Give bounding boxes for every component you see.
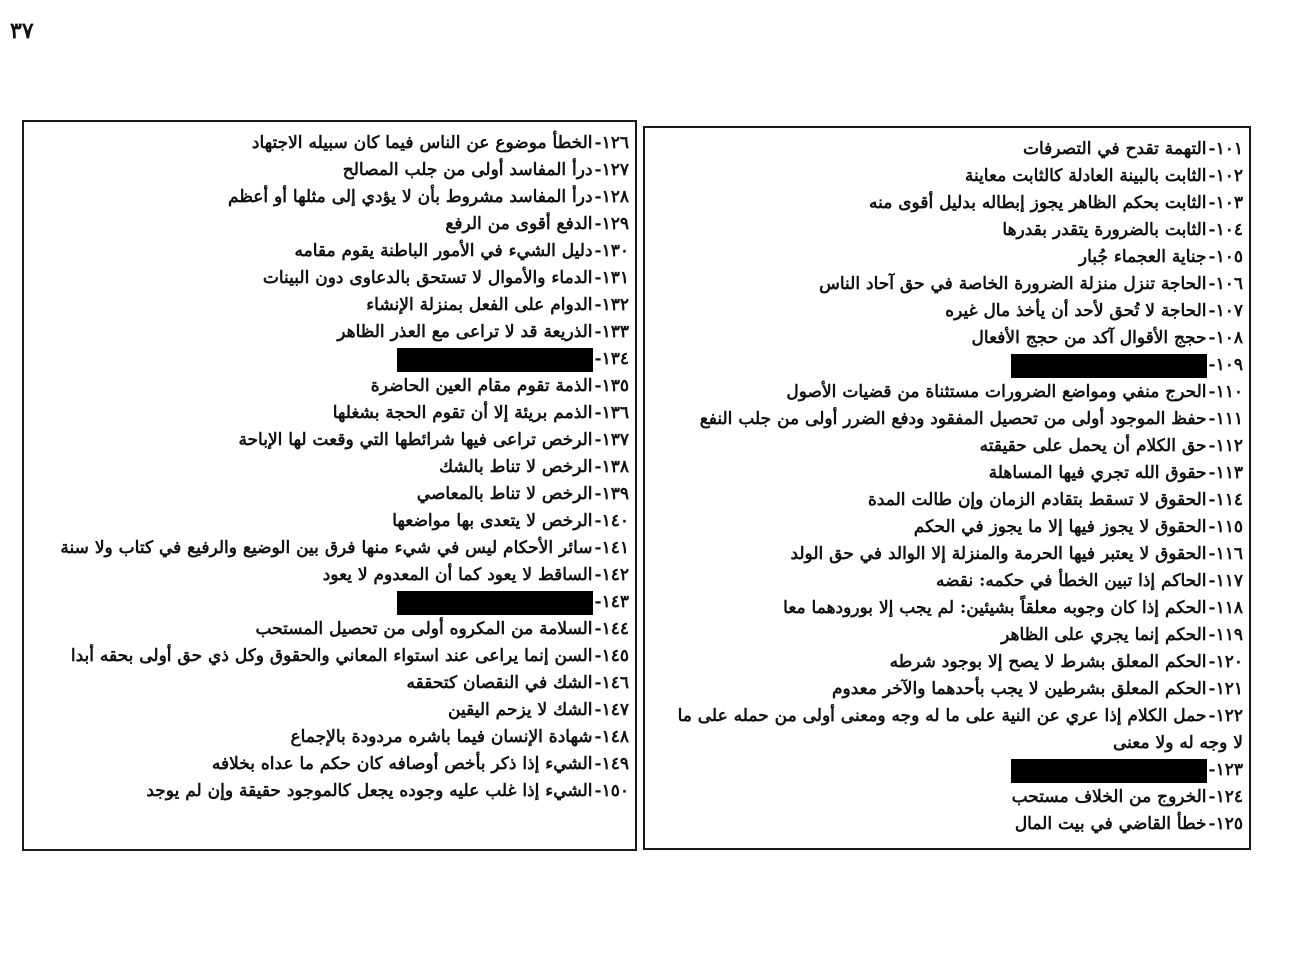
item-number: ١٥٠- (594, 781, 629, 801)
list-item (651, 649, 1243, 676)
list-item (30, 778, 629, 805)
item-text: الذمة تقوم مقام العين الحاضرة (370, 376, 593, 396)
redaction-block (397, 591, 593, 615)
right-column (643, 126, 1251, 850)
item-number: ١٢٢- (1208, 706, 1243, 726)
item-number: ١٤٤- (594, 619, 629, 639)
item-number: ١١٨- (1208, 598, 1243, 618)
list-item (30, 292, 629, 319)
item-number: ١٠٥- (1208, 247, 1243, 267)
item-text: الذمم بريئة إلا أن تقوم الحجة بشغلها (332, 403, 593, 423)
list-item (651, 217, 1243, 244)
item-number: ١١٧- (1208, 571, 1243, 591)
list-item (30, 346, 629, 373)
item-text: الحقوق لا تسقط بتقادم الزمان وإن طالت المدة (867, 490, 1207, 510)
item-text: الحكم المعلق بشرطين لا يجب بأحدهما والآخر معدوم (832, 679, 1207, 699)
item-number: ١٠١- (1208, 139, 1243, 159)
item-number: ١١٢- (1208, 436, 1243, 456)
item-text: جناية العجماء جُبار (1078, 247, 1207, 267)
item-number: ١٠٦- (1208, 274, 1243, 294)
list-item (651, 163, 1243, 190)
list-item (30, 481, 629, 508)
redaction-block (1011, 354, 1207, 378)
item-number: ١٠٤- (1208, 220, 1243, 240)
item-number: ١٤٩- (594, 754, 629, 774)
item-text: حقوق الله تجري فيها المساهلة (988, 463, 1207, 483)
item-text: الرخص تراعى فيها شرائطها التي وقعت لها الإباحة (238, 430, 593, 450)
item-number: ١٣٧- (594, 430, 629, 450)
item-text: الشك لا يزحم اليقين (448, 700, 593, 720)
item-number: ١٣١- (594, 268, 629, 288)
item-number: ١١٩- (1208, 625, 1243, 645)
list-item (651, 487, 1243, 514)
list-item (30, 616, 629, 643)
list-item (651, 676, 1243, 703)
item-number: ١٢٩- (594, 214, 629, 234)
item-number: ١٤٦- (594, 673, 629, 693)
list-item (651, 325, 1243, 352)
item-number: ١١٥- (1208, 517, 1243, 537)
item-text: الخطأ موضوع عن الناس فيما كان سبيله الاجتهاد (251, 133, 593, 153)
list-item (30, 508, 629, 535)
item-text: الحكم المعلق بشرط لا يصح إلا بوجود شرطه (889, 652, 1207, 672)
list-item (30, 238, 629, 265)
item-text: حجج الأقوال آكد من حجج الأفعال (971, 328, 1207, 348)
list-item (30, 751, 629, 778)
item-text: الحاكم إذا تبين الخطأ في حكمه: نقضه (936, 571, 1207, 591)
item-number: ١٠٩- (1208, 355, 1243, 375)
list-item (30, 697, 629, 724)
list-item (30, 373, 629, 400)
list-item (651, 784, 1243, 811)
item-number: ١٢٣- (1208, 760, 1243, 780)
list-item (30, 535, 629, 562)
item-number: ١٢١- (1208, 679, 1243, 699)
item-number: ١٣٤- (594, 349, 629, 369)
item-number: ١٢٦- (594, 133, 629, 153)
list-item-continuation (651, 730, 1243, 757)
list-item (651, 595, 1243, 622)
list-item (651, 757, 1243, 784)
list-item (30, 670, 629, 697)
redaction-block (397, 348, 593, 372)
item-text: الشيء إذا غلب عليه وجوده يجعل كالموجود حقيقة وإن لم يوجد (146, 781, 593, 801)
item-text: درأ المفاسد أولى من جلب المصالح (342, 160, 593, 180)
item-number: ١٤٣- (594, 592, 629, 612)
item-text: سائر الأحكام ليس في شيء منها فرق بين الوضيع والرفيع في كتاب ولا سنة (60, 538, 593, 558)
list-item (651, 244, 1243, 271)
item-text: السلامة من المكروه أولى من تحصيل المستحب (255, 619, 593, 639)
item-text: الحاجة تنزل منزلة الضرورة الخاصة في حق آحاد الناس (819, 274, 1207, 294)
item-text: الرخص لا يتعدى بها مواضعها (392, 511, 593, 531)
item-number: ١٤٥- (594, 646, 629, 666)
list-item (30, 265, 629, 292)
item-number: ١٠٣- (1208, 193, 1243, 213)
list-item (30, 130, 629, 157)
list-item (651, 811, 1243, 838)
item-text: الشك في النقصان كتحققه (406, 673, 593, 693)
item-text: درأ المفاسد مشروط بأن لا يؤدي إلى مثلها أو أعظم (228, 187, 593, 207)
item-number: ١٤٠- (594, 511, 629, 531)
item-number: ١٣٩- (594, 484, 629, 504)
redaction-block (1011, 759, 1207, 783)
item-number: ١٣٣- (594, 322, 629, 342)
item-text: حق الكلام أن يحمل على حقيقته (979, 436, 1207, 456)
item-text: الساقط لا يعود كما أن المعدوم لا يعود (322, 565, 593, 585)
item-number: ١١١- (1208, 409, 1243, 429)
list-item (30, 589, 629, 616)
list-item (30, 400, 629, 427)
item-number: ١١٤- (1208, 490, 1243, 510)
list-item (651, 379, 1243, 406)
item-text: الثابت بالضرورة يتقدر بقدرها (1002, 220, 1207, 240)
item-number: ١٠٧- (1208, 301, 1243, 321)
item-text: لا وجه له ولا معنى (1112, 733, 1243, 753)
item-number: ١٠٨- (1208, 328, 1243, 348)
item-text: الذريعة قد لا تراعى مع العذر الظاهر (337, 322, 593, 342)
item-text: الشيء إذا ذكر بأخص أوصافه كان حكم ما عداه بخلافه (211, 754, 593, 774)
item-text: الثابت بالبينة العادلة كالثابت معاينة (964, 166, 1207, 186)
list-item (651, 568, 1243, 595)
item-text: الدماء والأموال لا تستحق بالدعاوى دون البينات (262, 268, 593, 288)
item-text: الحاجة لا تُحق لأحد أن يأخذ مال غيره (945, 301, 1207, 321)
list-item (651, 460, 1243, 487)
list-item (651, 514, 1243, 541)
item-text: الدوام على الفعل بمنزلة الإنشاء (366, 295, 593, 315)
item-text: الحكم إذا كان وجوبه معلقاً بشيئين: لم يجب إلا بورودهما معا (783, 598, 1207, 618)
item-number: ١٣٨- (594, 457, 629, 477)
item-text: الرخص لا تناط بالشك (439, 457, 593, 477)
item-number: ١٢٠- (1208, 652, 1243, 672)
list-item (30, 184, 629, 211)
left-column (22, 120, 637, 851)
item-number: ١١٦- (1208, 544, 1243, 564)
list-item (30, 643, 629, 670)
item-text: الرخص لا تناط بالمعاصي (416, 484, 593, 504)
list-item (30, 211, 629, 238)
page-number: ٣٧ (10, 18, 34, 44)
item-text: التهمة تقدح في التصرفات (1022, 139, 1207, 159)
item-number: ١٠٢- (1208, 166, 1243, 186)
list-item (30, 562, 629, 589)
item-text: الحكم إنما يجري على الظاهر (1001, 625, 1207, 645)
item-text: الحقوق لا يعتبر فيها الحرمة والمنزلة إلا الوالد في حق الولد (790, 544, 1207, 564)
item-number: ١٢٧- (594, 160, 629, 180)
item-number: ١٤١- (594, 538, 629, 558)
list-item (30, 454, 629, 481)
item-number: ١٤٧- (594, 700, 629, 720)
list-item (651, 541, 1243, 568)
item-number: ١٢٥- (1208, 814, 1243, 834)
list-item (651, 271, 1243, 298)
item-number: ١٢٨- (594, 187, 629, 207)
list-item (651, 298, 1243, 325)
item-number: ١١٣- (1208, 463, 1243, 483)
item-text: خطأ القاضي في بيت المال (1014, 814, 1207, 834)
item-text: حمل الكلام إذا عري عن النية على ما له وجه ومعنى أولى من حمله على ما (677, 706, 1207, 726)
item-text: الخروج من الخلاف مستحب (1011, 787, 1207, 807)
list-item (30, 427, 629, 454)
item-text: الحقوق لا يجوز فيها إلا ما يجوز في الحكم (913, 517, 1207, 537)
item-number: ١٣٥- (594, 376, 629, 396)
item-text: الحرج منفي ومواضع الضرورات مستثناة من قضيات الأصول (786, 382, 1207, 402)
list-item (651, 622, 1243, 649)
item-text: السن إنما يراعى عند استواء المعاني والحقوق وكل ذي حق أولى بحقه أبدا (70, 646, 593, 666)
list-item (651, 352, 1243, 379)
item-number: ١٤٨- (594, 727, 629, 747)
list-item (30, 157, 629, 184)
item-number: ١١٠- (1208, 382, 1243, 402)
list-item (30, 319, 629, 346)
item-text: الدفع أقوى من الرفع (445, 214, 593, 234)
item-number: ١٣٢- (594, 295, 629, 315)
list-item (651, 190, 1243, 217)
item-number: ١٣٦- (594, 403, 629, 423)
list-item (30, 724, 629, 751)
item-number: ١٤٢- (594, 565, 629, 585)
item-text: شهادة الإنسان فيما باشره مردودة بالإجماع (290, 727, 593, 747)
item-number: ١٢٤- (1208, 787, 1243, 807)
list-item (651, 703, 1243, 730)
item-number: ١٣٠- (594, 241, 629, 261)
item-text: الثابت بحكم الظاهر يجوز إبطاله بدليل أقوى منه (868, 193, 1207, 213)
list-item (651, 433, 1243, 460)
item-text: حفظ الموجود أولى من تحصيل المفقود ودفع الضرر أولى من جلب النفع (699, 409, 1207, 429)
list-item (651, 406, 1243, 433)
item-text: دليل الشيء في الأمور الباطنة يقوم مقامه (294, 241, 593, 261)
list-item (651, 136, 1243, 163)
